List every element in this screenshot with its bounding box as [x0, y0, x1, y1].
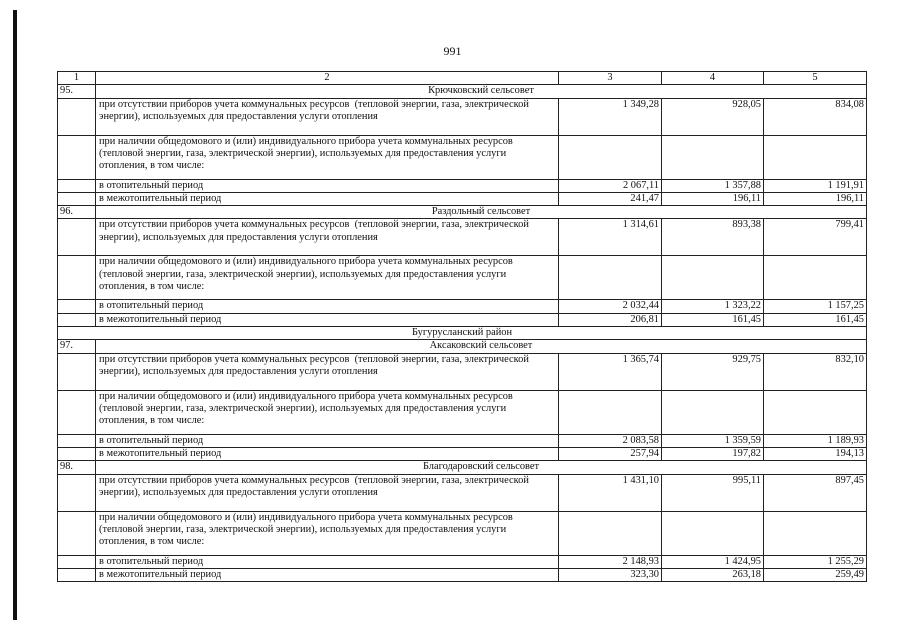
tariff-value: 196,11: [764, 192, 867, 205]
section-title-row: [58, 85, 867, 98]
empty-cell: [559, 135, 662, 179]
empty-cell: [58, 313, 96, 326]
tariff-value: 161,45: [662, 313, 764, 326]
without-meters-label: при отсутствии приборов учета коммунальных ресурсов (тепловой энергии, газа, электрической энергии), используемых для предоставления услуги отопления: [96, 98, 559, 135]
scan-margin-bar: [13, 10, 17, 620]
empty-cell: [58, 568, 96, 581]
tariff-value: 834,08: [764, 98, 867, 135]
empty-cell: [764, 511, 867, 555]
empty-cell: [559, 256, 662, 300]
section-title: Крючковский сельсовет: [96, 85, 867, 98]
tariff-value: 1 157,25: [764, 300, 867, 313]
with-meters-label: при наличии общедомового и (или) индивидуального прибора учета коммунальных ресурсов (тепловой энергии, газа, электрической энергии), используемых для предоставления услуги отопления, в том числе:: [96, 511, 559, 555]
tariff-value: 241,47: [559, 192, 662, 205]
empty-cell: [764, 135, 867, 179]
empty-cell: [58, 353, 96, 390]
heating-period-row: [58, 434, 867, 447]
empty-cell: [559, 390, 662, 434]
without-meters-row: [58, 98, 867, 135]
page-number: 991: [443, 44, 462, 58]
heating-period-row: [58, 300, 867, 313]
section-number: 95.: [58, 85, 96, 98]
heating-period-row: [58, 555, 867, 568]
tariff-value: 197,82: [662, 447, 764, 460]
section-number: 96.: [58, 206, 96, 219]
with-meters-label: при наличии общедомового и (или) индивидуального прибора учета коммунальных ресурсов (тепловой энергии, газа, электрической энергии), используемых для предоставления услуги отопления, в том числе:: [96, 256, 559, 300]
interheating-period-row: [58, 313, 867, 326]
with-meters-row: [58, 135, 867, 179]
tariff-value: 194,13: [764, 447, 867, 460]
tariff-value: 1 255,29: [764, 555, 867, 568]
without-meters-label: при отсутствии приборов учета коммунальных ресурсов (тепловой энергии, газа, электрической энергии), используемых для предоставления услуги отопления: [96, 219, 559, 256]
tariff-table-body: [58, 72, 867, 582]
column-header: 2: [96, 72, 559, 85]
section-title: Аксаковский сельсовет: [96, 340, 867, 353]
with-meters-label: при наличии общедомового и (или) индивидуального прибора учета коммунальных ресурсов (тепловой энергии, газа, электрической энергии), используемых для предоставления услуги отопления, в том числе:: [96, 135, 559, 179]
tariff-value: 2 148,93: [559, 555, 662, 568]
interheating-period-row: [58, 192, 867, 205]
empty-cell: [662, 511, 764, 555]
section-title: Раздольный сельсовет: [96, 206, 867, 219]
tariff-value: 259,49: [764, 568, 867, 581]
tariff-value: 1 357,88: [662, 179, 764, 192]
without-meters-row: [58, 474, 867, 511]
with-meters-row: [58, 390, 867, 434]
heating-period-label: в отопительный период: [96, 179, 559, 192]
tariff-value: 1 189,93: [764, 434, 867, 447]
section-number: 98.: [58, 461, 96, 474]
empty-cell: [58, 300, 96, 313]
heating-period-row: [58, 179, 867, 192]
with-meters-row: [58, 511, 867, 555]
tariff-value: 799,41: [764, 219, 867, 256]
without-meters-row: [58, 219, 867, 256]
empty-cell: [58, 135, 96, 179]
tariff-value: 928,05: [662, 98, 764, 135]
tariff-value: 832,10: [764, 353, 867, 390]
with-meters-row: [58, 256, 867, 300]
tariff-value: 929,75: [662, 353, 764, 390]
empty-cell: [764, 390, 867, 434]
section-title: Благодаровский сельсовет: [96, 461, 867, 474]
empty-cell: [58, 256, 96, 300]
tariff-value: 257,94: [559, 447, 662, 460]
without-meters-label: при отсутствии приборов учета коммунальных ресурсов (тепловой энергии, газа, электрической энергии), используемых для предоставления услуги отопления: [96, 353, 559, 390]
tariff-table: [57, 71, 867, 582]
tariff-value: 263,18: [662, 568, 764, 581]
heating-period-label: в отопительный период: [96, 555, 559, 568]
section-number: 97.: [58, 340, 96, 353]
tariff-value: 1 349,28: [559, 98, 662, 135]
empty-cell: [58, 434, 96, 447]
tariff-value: 1 323,22: [662, 300, 764, 313]
tariff-value: 206,81: [559, 313, 662, 326]
column-header: 3: [559, 72, 662, 85]
tariff-value: 1 314,61: [559, 219, 662, 256]
interheating-period-row: [58, 568, 867, 581]
empty-cell: [58, 447, 96, 460]
tariff-value: 1 359,59: [662, 434, 764, 447]
empty-cell: [58, 179, 96, 192]
tariff-value: 1 365,74: [559, 353, 662, 390]
tariff-value: 995,11: [662, 474, 764, 511]
heating-period-label: в отопительный период: [96, 434, 559, 447]
district-title: Бугурусланский район: [58, 327, 867, 340]
section-title-row: [58, 461, 867, 474]
interheating-period-label: в межотопительный период: [96, 447, 559, 460]
empty-cell: [58, 98, 96, 135]
tariff-value: 323,30: [559, 568, 662, 581]
without-meters-label: при отсутствии приборов учета коммунальных ресурсов (тепловой энергии, газа, электрической энергии), используемых для предоставления услуги отопления: [96, 474, 559, 511]
empty-cell: [58, 555, 96, 568]
tariff-value: 1 424,95: [662, 555, 764, 568]
interheating-period-label: в межотопительный период: [96, 192, 559, 205]
tariff-value: 2 083,58: [559, 434, 662, 447]
section-title-row: [58, 340, 867, 353]
section-title-row: [58, 206, 867, 219]
empty-cell: [559, 511, 662, 555]
empty-cell: [662, 256, 764, 300]
tariff-value: 897,45: [764, 474, 867, 511]
empty-cell: [58, 390, 96, 434]
without-meters-row: [58, 353, 867, 390]
column-header-row: [58, 72, 867, 85]
tariff-value: 893,38: [662, 219, 764, 256]
heating-period-label: в отопительный период: [96, 300, 559, 313]
interheating-period-row: [58, 447, 867, 460]
empty-cell: [764, 256, 867, 300]
tariff-value: 2 067,11: [559, 179, 662, 192]
empty-cell: [58, 511, 96, 555]
empty-cell: [58, 474, 96, 511]
column-header: 4: [662, 72, 764, 85]
tariff-value: 161,45: [764, 313, 867, 326]
tariff-value: 196,11: [662, 192, 764, 205]
empty-cell: [662, 135, 764, 179]
tariff-value: 1 191,91: [764, 179, 867, 192]
column-header: 5: [764, 72, 867, 85]
column-header: 1: [58, 72, 96, 85]
empty-cell: [58, 192, 96, 205]
tariff-value: 1 431,10: [559, 474, 662, 511]
empty-cell: [662, 390, 764, 434]
empty-cell: [58, 219, 96, 256]
interheating-period-label: в межотопительный период: [96, 568, 559, 581]
interheating-period-label: в межотопительный период: [96, 313, 559, 326]
district-row: [58, 327, 867, 340]
tariff-value: 2 032,44: [559, 300, 662, 313]
with-meters-label: при наличии общедомового и (или) индивидуального прибора учета коммунальных ресурсов (тепловой энергии, газа, электрической энергии), используемых для предоставления услуги отопления, в том числе:: [96, 390, 559, 434]
